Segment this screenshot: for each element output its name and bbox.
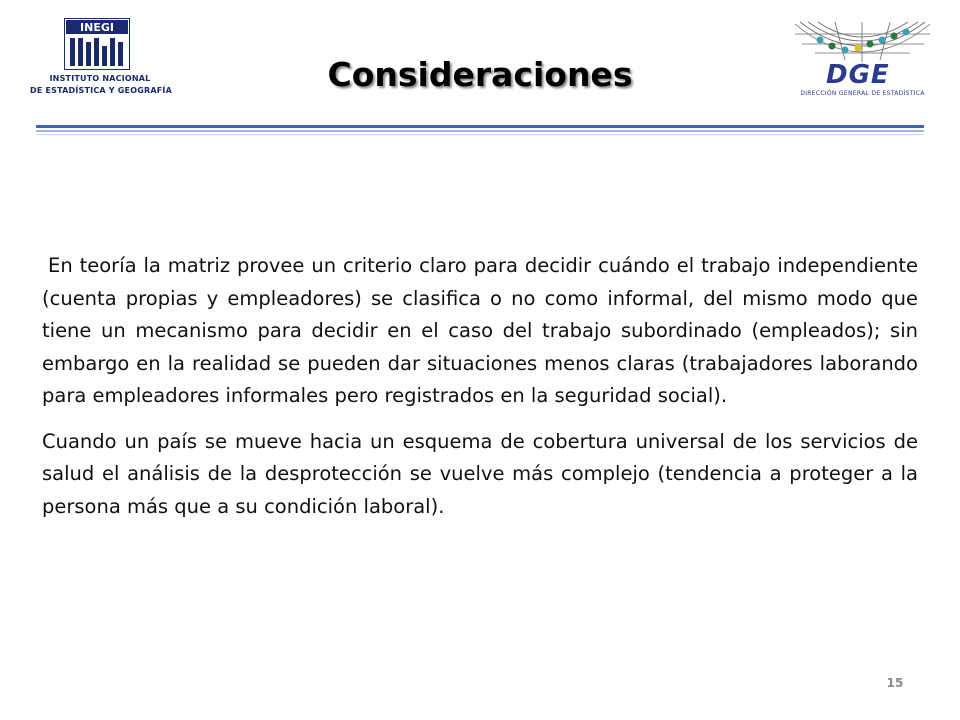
page-title: Consideraciones	[327, 55, 633, 94]
slide-body	[42, 250, 918, 523]
divider-line	[36, 134, 924, 135]
divider-line	[36, 125, 924, 128]
dge-subtitle: DIRECCIÓN GENERAL DE ESTADÍSTICA	[800, 90, 925, 97]
inegi-name-line1: INSTITUTO NACIONAL	[49, 74, 151, 83]
inegi-name-line2: DE ESTADÍSTICA Y GEOGRAFÍA	[30, 86, 172, 95]
header-divider	[36, 125, 924, 135]
body-paragraph-2: Cuando un país se mueve hacia un esquema de cobertura universal de los servicios de salud el análisis de la desprotección se vuelve más complejo (tendencia a proteger a la persona más que a su condición laboral).	[42, 429, 918, 518]
divider-line	[36, 130, 924, 132]
dge-wordmark: DGE	[826, 60, 890, 90]
dge-logo	[790, 20, 935, 105]
page-number: 15	[886, 676, 904, 690]
inegi-brand: INEGI	[80, 21, 114, 34]
body-paragraph-1: En teoría la matriz provee un criterio claro para decidir cuándo el trabajo independiente (cuenta propias y empleadores) se clasifica o no como informal, del mismo modo que tiene un mecanismo para decidir en el caso del trabajo subordinado (empleados); sin embargo en la realidad se pueden dar situaciones menos claras (trabajadores laborando para empleadores informales pero registrados en la seguridad social).	[42, 254, 918, 407]
